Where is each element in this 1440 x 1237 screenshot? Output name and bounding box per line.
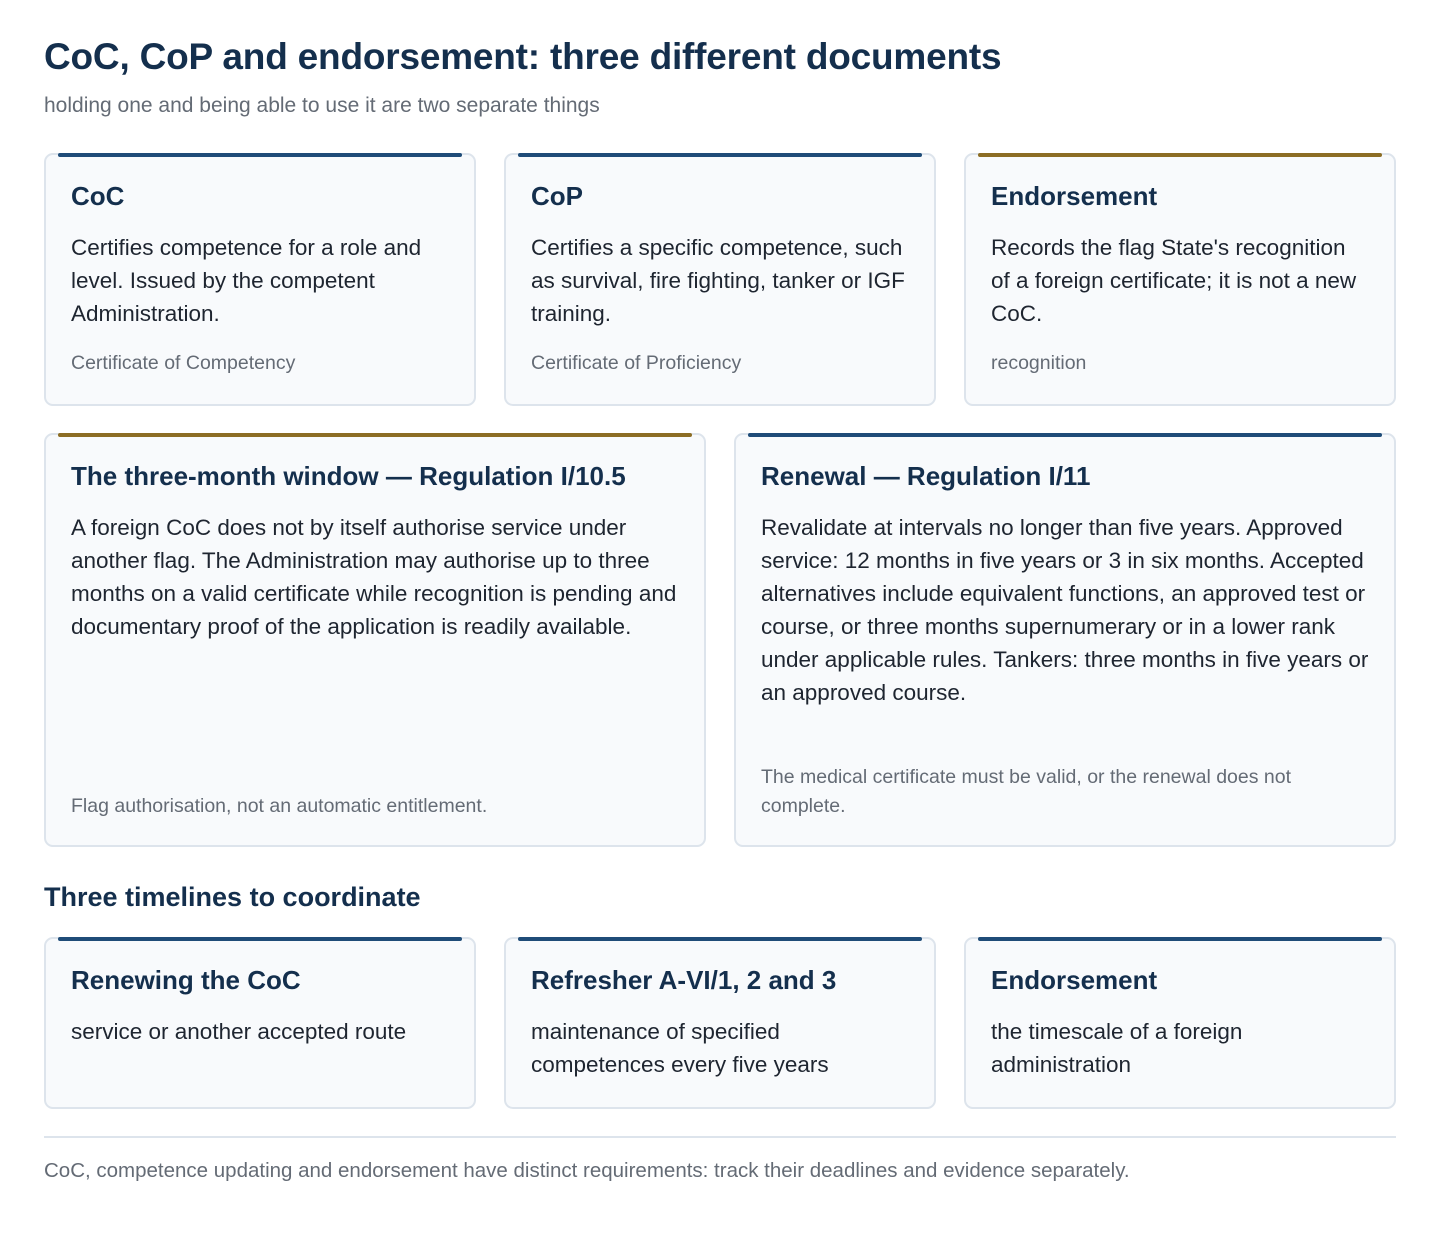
timeline-card-renewing-coc (44, 937, 476, 1109)
card-title: Renewal — Regulation I/11 (761, 461, 1091, 491)
card-title: Endorsement (991, 181, 1158, 211)
card-note: Flag authorisation, not an automatic entitlement. (71, 795, 488, 817)
card-note: Certificate of Proficiency (531, 352, 742, 374)
card-title: The three-month window — Regulation I/10.5 (71, 461, 626, 491)
document-card-endorsement (964, 153, 1396, 406)
card-accent-bar (978, 153, 1382, 157)
timeline-card-endorsement (964, 937, 1396, 1109)
document-card-coc (44, 153, 476, 406)
card-body: maintenance of specified competences every five years (531, 1019, 829, 1077)
card-accent-bar (518, 153, 922, 157)
card-accent-bar (748, 433, 1382, 437)
card-note: Certificate of Competency (71, 352, 296, 374)
card-title: CoP (531, 181, 583, 211)
card-accent-bar (58, 153, 462, 157)
card-body: Certifies a specific competence, such as survival, fire fighting, tanker or IGF training. (531, 235, 905, 326)
page-title: CoC, CoP and endorsement: three different documents (44, 36, 1002, 77)
card-body: service or another accepted route (71, 1019, 407, 1044)
rule-card-three-month-window (44, 433, 706, 847)
card-title: CoC (71, 181, 125, 211)
page-subtitle: holding one and being able to use it are two separate things (44, 94, 600, 117)
footer-note: CoC, competence updating and endorsement have distinct requirements: track their deadlines and evidence separately. (44, 1159, 1130, 1182)
card-body: A foreign CoC does not by itself authorise service under another flag. The Administration may authorise up to three months on a valid certificate while recognition is pending and documentary proof of the application is readily available. (71, 515, 677, 639)
card-accent-bar (58, 937, 462, 941)
timelines-heading: Three timelines to coordinate (44, 882, 421, 912)
card-title: Refresher A-VI/1, 2 and 3 (531, 965, 837, 995)
card-title: Renewing the CoC (71, 965, 301, 995)
card-note: The medical certificate must be valid, or the renewal does not complete. (761, 766, 1292, 817)
card-accent-bar (58, 433, 692, 437)
card-body: Revalidate at intervals no longer than five years. Approved service: 12 months in five years or 3 in six months. Accepted alternatives include equivalent functions, an approved test or course, or three months supernumerary or in a lower rank under applicable rules. Tankers: three months in five years or an approved course. (761, 515, 1369, 705)
card-accent-bar (978, 937, 1382, 941)
rule-card-renewal (734, 433, 1396, 847)
card-body: Certifies competence for a role and level. Issued by the competent Administration. (71, 235, 422, 326)
card-note: recognition (991, 352, 1087, 374)
card-body: the timescale of a foreign administration (991, 1019, 1243, 1077)
document-types-row (44, 153, 1396, 406)
document-card-cop (504, 153, 936, 406)
timeline-card-refresher (504, 937, 936, 1109)
card-title: Endorsement (991, 965, 1158, 995)
timelines-row (44, 937, 1396, 1109)
card-body: Records the flag State's recognition of a foreign certificate; it is not a new CoC. (991, 235, 1357, 326)
card-accent-bar (518, 937, 922, 941)
footer-divider (44, 1136, 1396, 1138)
regulations-row (44, 433, 1396, 847)
